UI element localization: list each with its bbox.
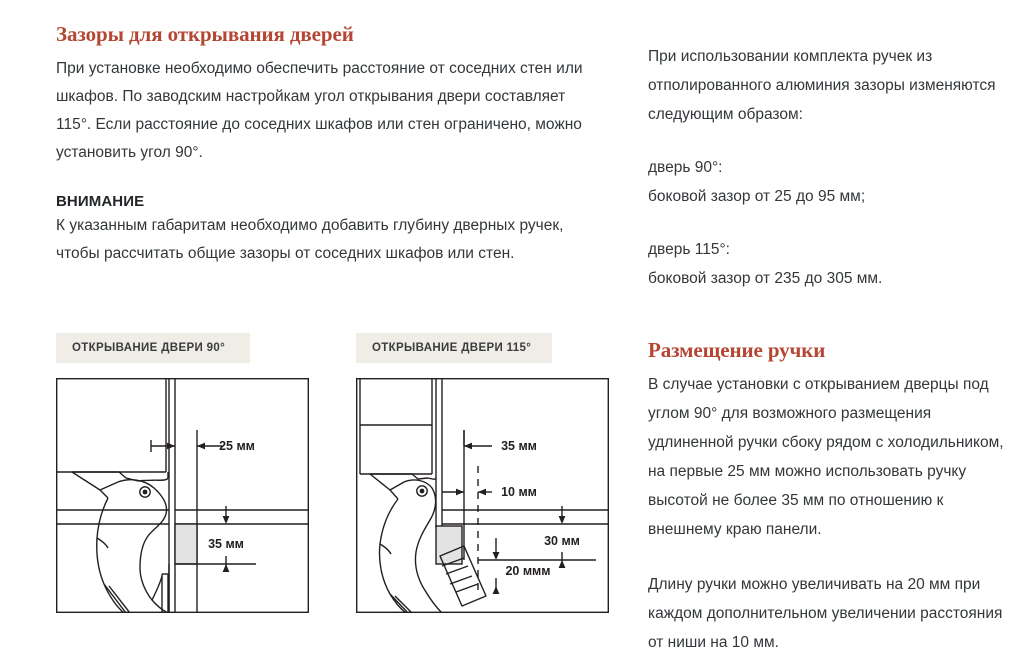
diagram-door-115 <box>356 378 609 613</box>
dimension-label-10mm: 10 мм <box>501 485 537 499</box>
hinge-pivot-center-icon <box>143 490 148 495</box>
dimension-label-35mm: 35 мм <box>501 439 537 453</box>
right-column-lower <box>648 338 1020 657</box>
hinge-pivot-center-icon <box>420 489 425 494</box>
attention-paragraph: К указанным габаритам необходимо добавить глубину дверных ручек, чтобы рассчитать общие зазоры от соседних шкафов или стен. <box>56 217 564 262</box>
case-115-value: боковой зазор от 235 до 305 мм. <box>648 270 883 287</box>
dimension-label-35mm: 35 мм <box>208 537 244 551</box>
handle-placement-paragraph-2: Длину ручки можно увеличивать на 20 мм при каждом дополнительном увеличении расстояния от ниши на 10 мм. <box>648 576 1003 651</box>
diagram-90-svg <box>56 378 309 613</box>
diagram-115-svg <box>356 378 609 613</box>
dimension-line-25mm <box>151 440 222 452</box>
right-column-top <box>648 42 1008 293</box>
case-115-label: дверь 115°: <box>648 241 730 258</box>
attention-heading: ВНИМАНИЕ <box>56 193 145 210</box>
diagram-caption-115: ОТКРЫВАНИЕ ДВЕРИ 115° <box>356 333 552 363</box>
diagram-door-90 <box>56 378 309 613</box>
case-90-label: дверь 90°: <box>648 159 723 176</box>
dimension-line-35mm <box>464 430 492 446</box>
dimension-label-30mm: 30 мм <box>544 534 580 548</box>
handle-placement-paragraph-1: В случае установки с открыванием дверцы под углом 90° для возможного размещения удлиненной ручки сбоку рядом с холодильником, на первые 25 мм можно использовать ручку высотой не более 35 мм по отношению к внешнему краю панели. <box>648 376 1004 538</box>
intro-paragraph: При установке необходимо обеспечить расстояние от соседних стен или шкафов. По заводским настройкам угол открывания двери составляет 115°. Если расстояние до соседних шкафов или стен ограничено, можно установить угол 90°. <box>56 60 583 161</box>
dimension-label-20mm: 20 ммм <box>505 564 551 578</box>
case-90-value: боковой зазор от 25 до 95 мм; <box>648 188 866 205</box>
handle-placement-title: Размещение ручки <box>648 338 826 362</box>
clearance-case-90 <box>648 153 1008 211</box>
diagram-caption-90: ОТКРЫВАНИЕ ДВЕРИ 90° <box>56 333 250 363</box>
dimension-label-25mm: 25 мм <box>219 439 255 453</box>
handle-kit-intro: При использовании комплекта ручек из отполированного алюминия зазоры изменяются следующим образом: <box>648 48 996 123</box>
clearance-case-115 <box>648 235 1008 293</box>
page-title: Зазоры для открывания дверей <box>56 22 354 46</box>
left-column <box>56 22 586 268</box>
